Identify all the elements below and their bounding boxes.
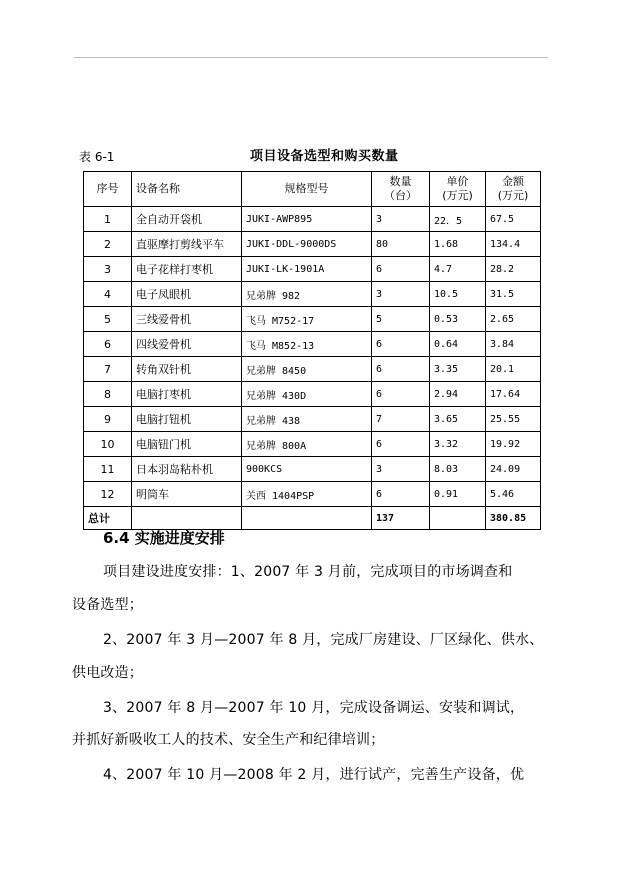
table-row [84,407,541,432]
paragraph-line: 项目建设进度安排：1、2007 年 3 月前，完成项目的市场调查和 [103,564,513,580]
row-model: 兄弟牌 800A [242,432,372,457]
row-qty: 6 [372,357,430,382]
row-qty: 6 [372,257,430,282]
paragraph-line: 2、2007 年 3 月—2007 年 8 月，完成厂房建设、厂区绿化、供水、 [103,632,544,648]
table-row [84,332,541,357]
row-index: 5 [84,307,132,332]
row-model: 关西 1404PSP [242,482,372,507]
row-index: 4 [84,282,132,307]
header-name: 设备名称 [132,172,242,207]
section-heading: 6.4 实施进度安排 [103,529,225,547]
total-empty-price [430,507,486,530]
table-title: 项目设备选型和购买数量 [250,149,399,164]
paragraph-line: 并抓好新吸收工人的技术、安全生产和纪律培训； [72,732,385,748]
total-empty-model [242,507,372,530]
row-price: 3.65 [430,407,486,432]
row-model: JUKI-DDL-9000DS [242,232,372,257]
equipment-table [83,171,541,530]
row-qty: 7 [372,407,430,432]
row-model: 兄弟牌 430D [242,382,372,407]
table-row [84,432,541,457]
paragraph-line: 3、2007 年 8 月—2007 年 10 月，完成设备调运、安装和调试， [103,700,525,716]
row-name: 四线爱骨机 [132,332,242,357]
row-amount: 28.2 [486,257,541,282]
header-qty [372,172,430,207]
row-price: 0.64 [430,332,486,357]
row-price: 8.03 [430,457,486,482]
row-amount: 2.65 [486,307,541,332]
row-index: 9 [84,407,132,432]
row-model: 兄弟牌 438 [242,407,372,432]
table-row [84,357,541,382]
row-price: 0.53 [430,307,486,332]
header-price-line1: 单价 [446,175,469,188]
table-row [84,382,541,407]
row-model: 兄弟牌 982 [242,282,372,307]
row-model: JUKI-AWP895 [242,207,372,232]
paragraph-line: 4、2007 年 10 月—2008 年 2 月，进行试产，完善生产设备，优 [103,767,525,783]
row-name: 电脑打钮机 [132,407,242,432]
row-qty: 3 [372,207,430,232]
row-price: 2.94 [430,382,486,407]
row-name: 明筒车 [132,482,242,507]
row-name: 转角双针机 [132,357,242,382]
row-name: 电子花样打枣机 [132,257,242,282]
row-name: 全自动开袋机 [132,207,242,232]
row-amount: 19.92 [486,432,541,457]
row-name: 电脑钮门机 [132,432,242,457]
table-row [84,282,541,307]
header-model: 规格型号 [242,172,372,207]
table-row [84,207,541,232]
row-qty: 6 [372,332,430,357]
table-row [84,232,541,257]
row-name: 直驱摩打剪线平车 [132,232,242,257]
header-rule [74,57,548,58]
row-amount: 3.84 [486,332,541,357]
row-amount: 5.46 [486,482,541,507]
row-amount: 134.4 [486,232,541,257]
total-amount: 380.85 [486,507,541,530]
table-row [84,482,541,507]
row-name: 日本羽岛粘朴机 [132,457,242,482]
row-index: 8 [84,382,132,407]
row-qty: 6 [372,432,430,457]
row-name: 三线爱骨机 [132,307,242,332]
row-name: 电脑打枣机 [132,382,242,407]
header-qty-line2: （台） [384,189,417,202]
row-index: 12 [84,482,132,507]
row-index: 6 [84,332,132,357]
total-label: 总计 [84,507,132,530]
table-header-row [84,172,541,207]
paragraph-line: 设备选型； [72,597,143,613]
header-amount [486,172,541,207]
row-price: 1.68 [430,232,486,257]
header-index: 序号 [84,172,132,207]
row-qty: 3 [372,457,430,482]
table-row [84,307,541,332]
row-index: 2 [84,232,132,257]
row-price: 4.7 [430,257,486,282]
row-index: 11 [84,457,132,482]
total-qty: 137 [372,507,430,530]
row-price: 10.5 [430,282,486,307]
row-amount: 20.1 [486,357,541,382]
row-price: 0.91 [430,482,486,507]
row-model: 飞马 M752-17 [242,307,372,332]
paragraph-line: 供电改造； [72,665,143,681]
row-amount: 25.55 [486,407,541,432]
row-qty: 6 [372,482,430,507]
row-name: 电子凤眼机 [132,282,242,307]
row-model: 900KCS [242,457,372,482]
row-index: 1 [84,207,132,232]
row-index: 7 [84,357,132,382]
row-amount: 17.64 [486,382,541,407]
table-label: 表 6-1 [79,150,115,164]
row-qty: 6 [372,382,430,407]
row-qty: 5 [372,307,430,332]
header-qty-line1: 数量 [389,175,412,188]
row-index: 3 [84,257,132,282]
row-price: 3.32 [430,432,486,457]
row-qty: 80 [372,232,430,257]
row-amount: 24.09 [486,457,541,482]
row-model: 飞马 M852-13 [242,332,372,357]
row-model: JUKI-LK-1901A [242,257,372,282]
row-model: 兄弟牌 8450 [242,357,372,382]
table-row [84,257,541,282]
header-amount-line2: (万元) [497,189,529,202]
row-index: 10 [84,432,132,457]
header-price [430,172,486,207]
header-amount-line1: 金额 [502,175,524,188]
header-price-line2: (万元) [442,189,473,202]
row-price: 22．5 [430,207,486,232]
row-amount: 31.5 [486,282,541,307]
row-qty: 3 [372,282,430,307]
table-row [84,457,541,482]
row-amount: 67.5 [486,207,541,232]
row-price: 3.35 [430,357,486,382]
